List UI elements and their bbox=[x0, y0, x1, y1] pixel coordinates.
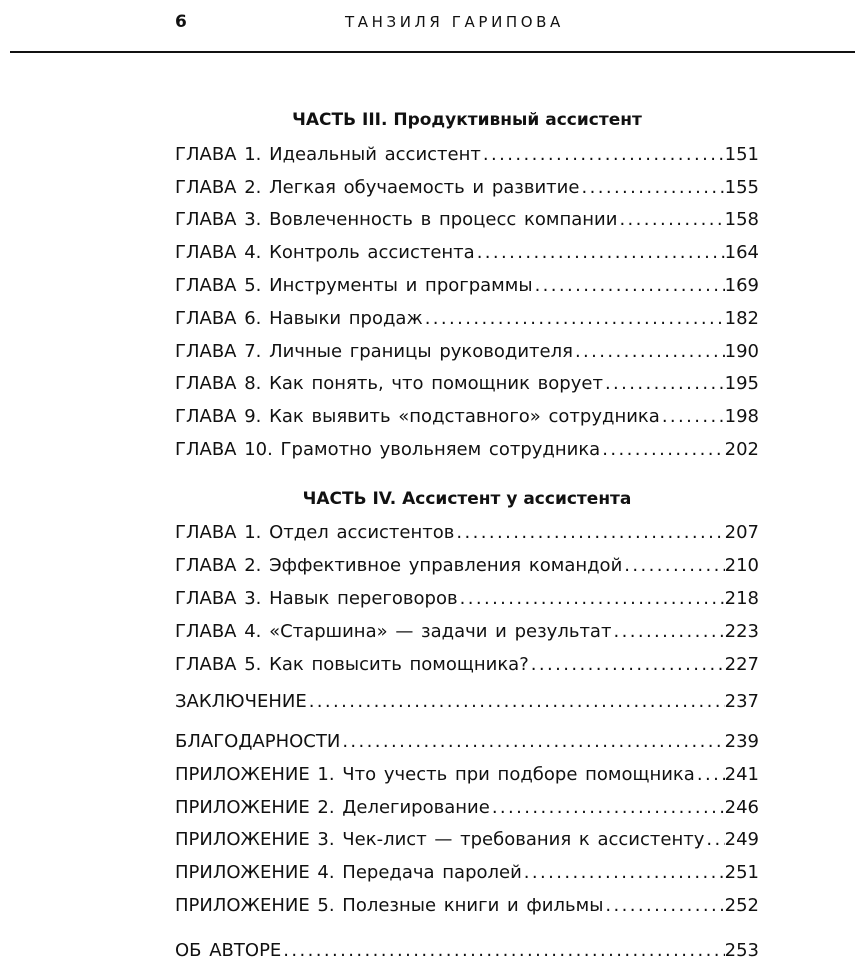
dot-leader bbox=[600, 438, 724, 462]
dot-leader bbox=[475, 241, 725, 265]
toc-entry-conclusion[interactable] bbox=[175, 690, 759, 714]
dot-leader bbox=[454, 521, 724, 545]
dot-leader bbox=[522, 861, 725, 885]
toc-entry-appendix[interactable] bbox=[175, 796, 759, 820]
toc-entry[interactable] bbox=[175, 653, 759, 677]
part-3-title: ЧАСТЬ III. Продуктивный ассистент bbox=[292, 110, 642, 130]
toc-entry[interactable] bbox=[175, 340, 759, 364]
toc-entry[interactable] bbox=[175, 208, 759, 232]
toc-entry-thanks[interactable] bbox=[175, 730, 759, 754]
toc-entry-page: 182 bbox=[724, 308, 759, 329]
toc-entry[interactable] bbox=[175, 438, 759, 462]
toc-entry-label: ГЛАВА 4. «Старшина» — задачи и результат bbox=[175, 621, 612, 642]
toc-entry-label: ГЛАВА 1. Идеальный ассистент bbox=[175, 144, 481, 165]
dot-leader bbox=[704, 828, 724, 852]
toc-entry-label: ГЛАВА 2. Легкая обучаемость и развитие bbox=[175, 177, 580, 198]
dot-leader bbox=[481, 143, 725, 167]
part-4-title: ЧАСТЬ IV. Ассистент у ассистента bbox=[302, 489, 632, 509]
dot-leader bbox=[281, 939, 724, 963]
toc-entry-label: БЛАГОДАРНОСТИ bbox=[175, 731, 341, 752]
toc-entry-appendix[interactable] bbox=[175, 763, 759, 787]
toc-entry[interactable] bbox=[175, 372, 759, 396]
toc-entry-page: 155 bbox=[724, 177, 759, 198]
dot-leader bbox=[622, 554, 724, 578]
toc-entry[interactable] bbox=[175, 274, 759, 298]
toc-entry[interactable] bbox=[175, 620, 759, 644]
dot-leader bbox=[660, 405, 725, 429]
toc-entry-page: 239 bbox=[724, 731, 759, 752]
toc-entry-page: 218 bbox=[724, 588, 759, 609]
toc-entry[interactable] bbox=[175, 307, 759, 331]
dot-leader bbox=[603, 894, 724, 918]
toc-entry-page: 207 bbox=[724, 522, 759, 543]
toc-entry-page: 210 bbox=[724, 555, 759, 576]
dot-leader bbox=[533, 274, 725, 298]
toc-entry-label: ГЛАВА 5. Как повысить помощника? bbox=[175, 654, 529, 675]
toc-entry-page: 195 bbox=[724, 373, 759, 394]
dot-leader bbox=[611, 620, 724, 644]
toc-entry-page: 169 bbox=[724, 275, 759, 296]
dot-leader bbox=[603, 372, 725, 396]
toc-entry-label: ГЛАВА 6. Навыки продаж bbox=[175, 308, 423, 329]
toc-entry[interactable] bbox=[175, 587, 759, 611]
toc-entry-label: ПРИЛОЖЕНИЕ 2. Делегирование bbox=[175, 797, 490, 818]
toc-entry[interactable] bbox=[175, 405, 759, 429]
page-header bbox=[0, 0, 865, 52]
dot-leader bbox=[307, 690, 725, 714]
toc-entry[interactable] bbox=[175, 521, 759, 545]
toc-entry-label: ГЛАВА 7. Личные границы руководителя bbox=[175, 341, 573, 362]
toc-entry-label: ГЛАВА 8. Как понять, что помощник ворует bbox=[175, 373, 603, 394]
toc-entry[interactable] bbox=[175, 241, 759, 265]
toc-entry-page: 251 bbox=[724, 862, 759, 883]
toc-entry-label: ГЛАВА 5. Инструменты и программы bbox=[175, 275, 533, 296]
toc-entry-label: ГЛАВА 4. Контроль ассистента bbox=[175, 242, 475, 263]
toc-entry-label: ГЛАВА 10. Грамотно увольняем сотрудника bbox=[175, 439, 601, 460]
dot-leader bbox=[617, 208, 724, 232]
toc-entry-page: 158 bbox=[724, 209, 759, 230]
toc-entry-page: 223 bbox=[724, 621, 759, 642]
toc-entry-page: 249 bbox=[724, 829, 759, 850]
toc-entry-label: ОБ АВТОРЕ bbox=[175, 940, 282, 961]
toc-entry-label: ГЛАВА 2. Эффективное управления командой bbox=[175, 555, 623, 576]
toc-entry-page: 246 bbox=[724, 797, 759, 818]
toc-entry-page: 202 bbox=[724, 439, 759, 460]
dot-leader bbox=[423, 307, 725, 331]
toc-entry-label: ПРИЛОЖЕНИЕ 3. Чек-лист — требования к ассистенту bbox=[175, 829, 705, 850]
dot-leader bbox=[529, 653, 725, 677]
toc-entry-page: 237 bbox=[724, 691, 759, 712]
toc-entry-label: ПРИЛОЖЕНИЕ 4. Передача паролей bbox=[175, 862, 522, 883]
toc-entry-page: 252 bbox=[724, 895, 759, 916]
dot-leader bbox=[458, 587, 725, 611]
toc-entry-page: 151 bbox=[724, 144, 759, 165]
dot-leader bbox=[573, 340, 725, 364]
toc-entry-appendix[interactable] bbox=[175, 828, 759, 852]
toc-entry[interactable] bbox=[175, 176, 759, 200]
toc-entry-page: 164 bbox=[724, 242, 759, 263]
toc-entry[interactable] bbox=[175, 143, 759, 167]
toc-entry-label: ГЛАВА 3. Вовлеченность в процесс компании bbox=[175, 209, 618, 230]
toc-entry-page: 241 bbox=[724, 764, 759, 785]
toc-entry-page: 198 bbox=[724, 406, 759, 427]
toc-entry-label: ПРИЛОЖЕНИЕ 1. Что учесть при подборе помощника bbox=[175, 764, 695, 785]
dot-leader bbox=[579, 176, 724, 200]
page-number: 6 bbox=[175, 12, 187, 32]
toc-entry-page: 227 bbox=[724, 654, 759, 675]
toc-entry-label: ГЛАВА 1. Отдел ассистентов bbox=[175, 522, 455, 543]
header-rule bbox=[10, 51, 855, 53]
toc-entry-appendix[interactable] bbox=[175, 894, 759, 918]
dot-leader bbox=[490, 796, 725, 820]
running-title: ТАНЗИЛЯ ГАРИПОВА bbox=[345, 13, 564, 31]
toc-entry[interactable] bbox=[175, 554, 759, 578]
toc-entry-appendix[interactable] bbox=[175, 861, 759, 885]
toc-entry-label: ГЛАВА 9. Как выявить «подставного» сотрудника bbox=[175, 406, 660, 427]
dot-leader bbox=[340, 730, 724, 754]
toc-entry-label: ЗАКЛЮЧЕНИЕ bbox=[175, 691, 307, 712]
toc-entry-page: 253 bbox=[724, 940, 759, 961]
toc-entry-label: ГЛАВА 3. Навык переговоров bbox=[175, 588, 458, 609]
toc-entry-page: 190 bbox=[724, 341, 759, 362]
toc-entry-label: ПРИЛОЖЕНИЕ 5. Полезные книги и фильмы bbox=[175, 895, 604, 916]
toc-entry-about[interactable] bbox=[175, 939, 759, 963]
dot-leader bbox=[695, 763, 725, 787]
